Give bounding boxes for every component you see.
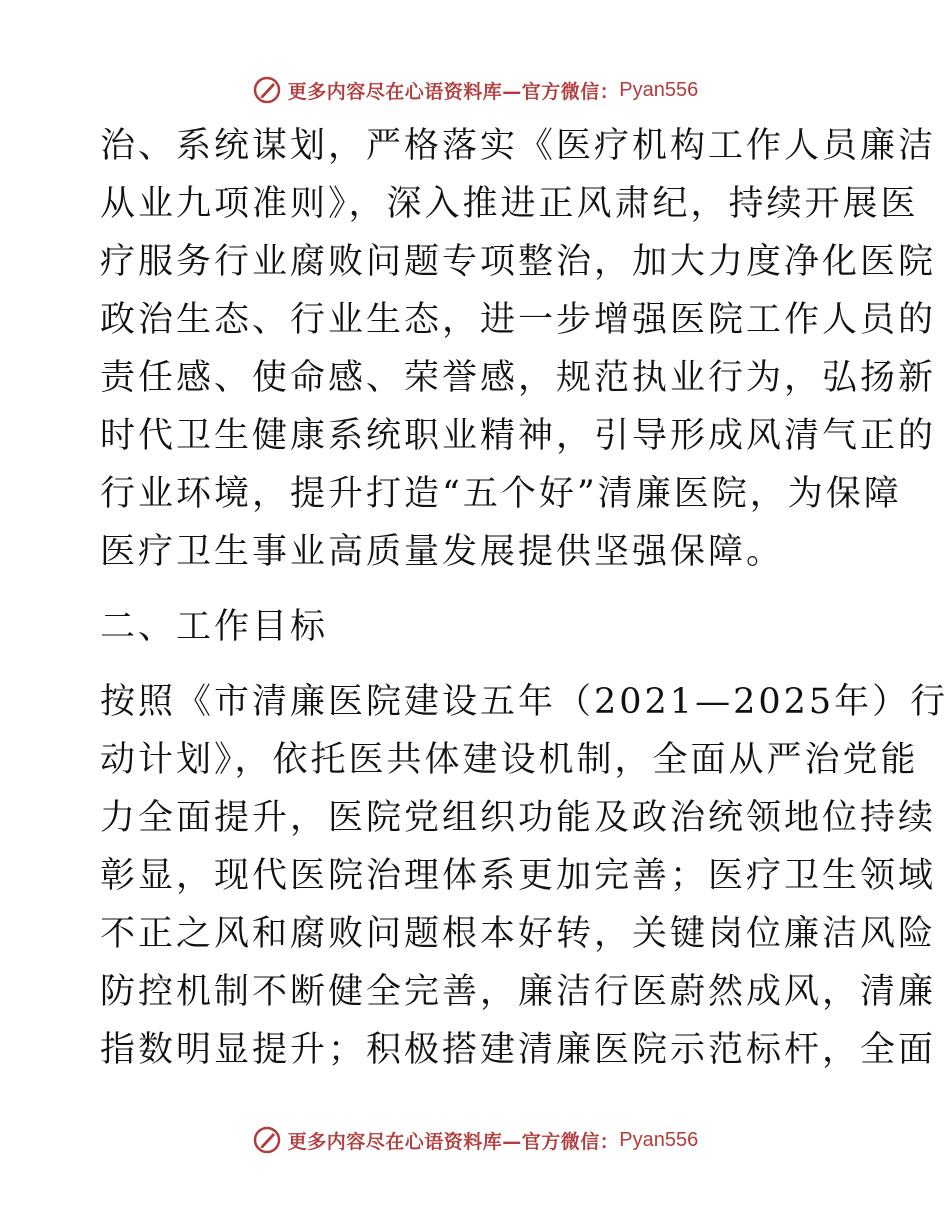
section-heading: 二、工作目标: [100, 607, 329, 647]
body-line: 从业九项准则》，深入推进正风肃纪，持续开展医: [100, 184, 919, 224]
body-line: 力全面提升，医院党组织功能及政治统领地位持续: [100, 798, 937, 838]
body-line: 不正之风和腐败问题根本好转，关键岗位廉洁风险: [100, 914, 937, 954]
body-line: 动计划》，依托医共体建设机制，全面从严治党能: [100, 740, 919, 780]
body-line: 指数明显提升；积极搭建清廉医院示范标杆，全面: [100, 1030, 937, 1070]
body-line: 疗服务行业腐败问题专项整治，加大力度净化医院: [100, 242, 937, 282]
watermark-footer: [0, 1120, 950, 1160]
body-line: 防控机制不断健全完善，廉洁行医蔚然成风，清廉: [100, 972, 937, 1012]
watermark-account: Pyan556: [619, 1128, 699, 1151]
quill-pen-logo-icon: [252, 1125, 282, 1155]
watermark-text: 更多内容尽在心语资料库—官方微信：: [287, 1130, 620, 1153]
body-line: 政治生态、行业生态，进一步增强医院工作人员的: [100, 300, 937, 340]
body-line: 时代卫生健康系统职业精神，引导形成风清气正的: [100, 416, 937, 456]
body-line: 责任感、使命感、荣誉感，规范执业行为，弘扬新: [100, 358, 937, 398]
body-line: 医疗卫生事业高质量发展提供坚强保障。: [100, 532, 785, 572]
watermark-account: Pyan556: [619, 78, 699, 101]
body-line: 彰显，现代医院治理体系更加完善；医疗卫生领域: [100, 856, 937, 896]
body-line: 按照《市清廉医院建设五年（2021—2025年）行: [100, 682, 949, 722]
body-line: 治、系统谋划，严格落实《医疗机构工作人员廉洁: [100, 126, 937, 166]
watermark-text: 更多内容尽在心语资料库—官方微信：: [287, 80, 620, 103]
body-line: 行业环境，提升打造“五个好”清廉医院，为保障: [100, 474, 902, 514]
